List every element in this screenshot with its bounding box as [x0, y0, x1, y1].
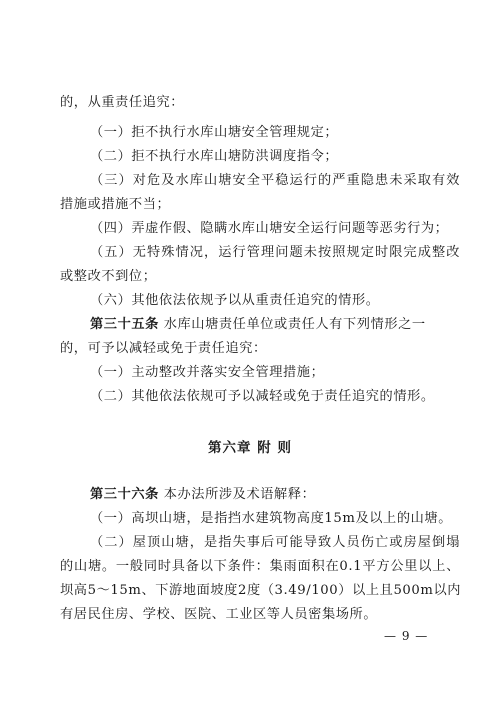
text-line: 坝高5～15m、下游地面坡度2度（3.49/100）以上且500m以内 — [60, 583, 462, 598]
text-line: （一）高坝山塘，是指挡水建筑物高度15m及以上的山塘。 — [90, 511, 452, 526]
article-36-paragraph — [90, 486, 462, 504]
text-line: （六）其他依法依规予以从重责任追究的情形。 — [90, 293, 380, 308]
text-line: 或整改不到位； — [60, 269, 157, 284]
article-35-title: 第三十五条 — [90, 317, 159, 332]
text-line: （三）对危及水库山塘安全平稳运行的严重隐患未采取有效 — [90, 173, 460, 188]
text-line: （二）拒不执行水库山塘防洪调度指令； — [90, 149, 339, 164]
text-line: 措施或措施不当； — [60, 197, 171, 212]
text-line: （二）其他依法依规可予以减轻或免于责任追究的情形。 — [90, 389, 435, 404]
page-number: — 9 — — [384, 629, 429, 643]
text-line: （五）无特殊情况，运行管理问题未按照规定时限完成整改 — [90, 245, 460, 260]
text-line: （四）弄虚作假、隐瞒水库山塘安全运行问题等恶劣行为； — [90, 221, 449, 236]
text-line: 的，从重责任追究： — [60, 95, 185, 110]
article-36-title: 第三十六条 — [90, 487, 159, 502]
text-line: （一）主动整改并落实安全管理措施； — [90, 365, 325, 380]
chapter-heading: 第六章 附 则 — [208, 440, 292, 456]
text-line: 有居民住房、学校、医院、工业区等人员密集场所。 — [60, 607, 378, 622]
article-35-paragraph — [90, 316, 462, 334]
text-line: 水库山塘责任单位或责任人有下列情形之一 — [163, 317, 426, 332]
text-line: 本办法所涉及术语解释： — [163, 487, 316, 502]
text-line: 的山塘。一般同时具备以下条件：集雨面积在0.1平方公里以上、 — [60, 559, 460, 574]
text-line: （一）拒不执行水库山塘安全管理规定； — [90, 125, 339, 140]
text-line: 的，可予以减轻或免于责任追究： — [60, 341, 267, 356]
text-line: （二）屋顶山塘，是指失事后可能导致人员伤亡或房屋倒塌 — [90, 535, 460, 550]
